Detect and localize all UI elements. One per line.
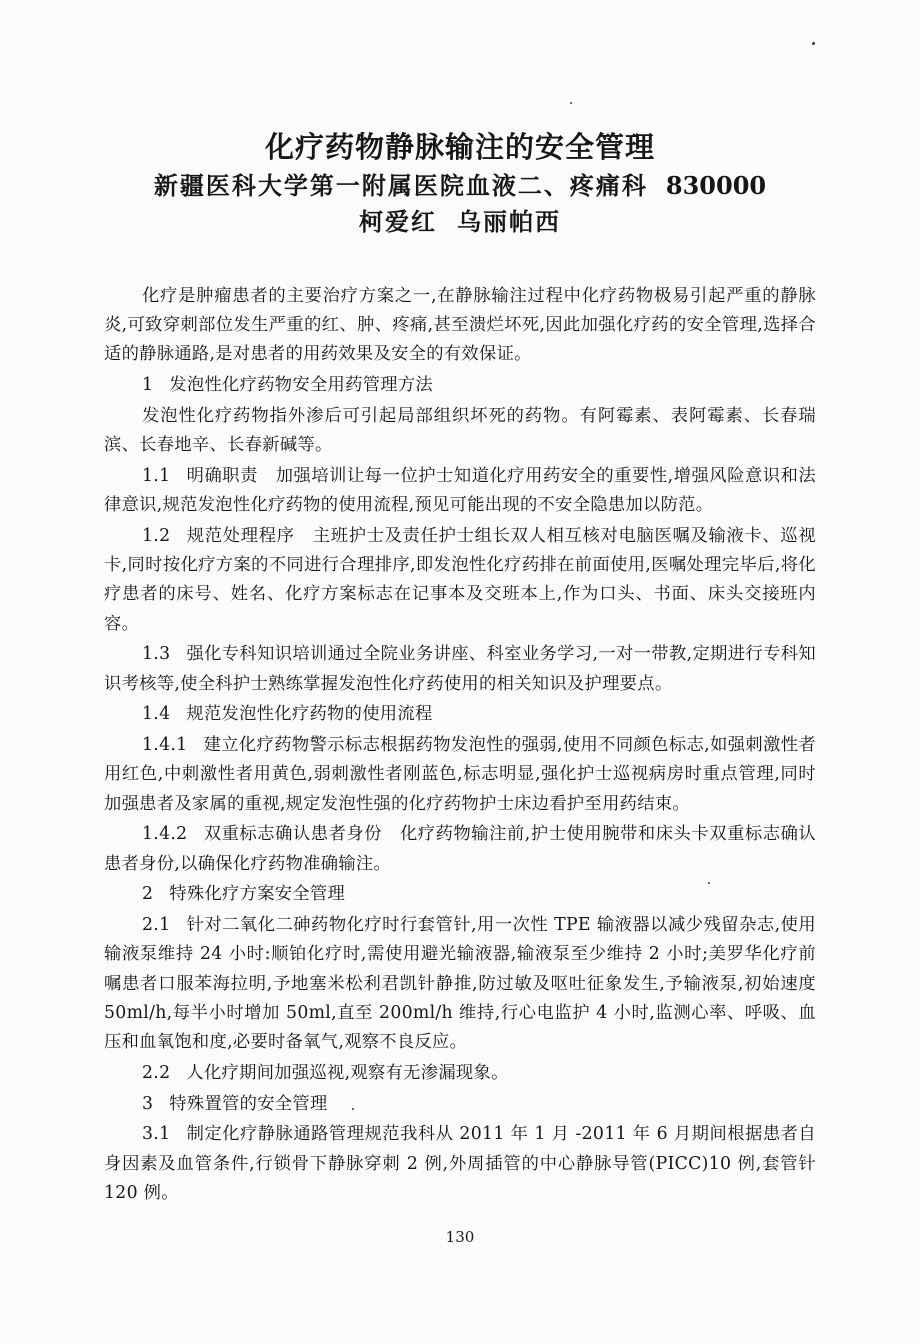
paragraph-text: 双重标志确认患者身份 化疗药物输注前,护士使用腕带和床头卡双重标志确认患者身份,以确保化疗药物准确输注。 xyxy=(104,824,816,874)
section-title: 发泡性化疗药物安全用药管理方法 xyxy=(169,375,434,396)
affiliation-postcode: 830000 xyxy=(665,171,767,200)
paragraph-text: 强化专科知识培训通过全院业务讲座、科室业务学习,一对一带教,定期进行专科知识考核等,使全科护士熟练掌握发泡性化疗药使用的相关知识及护理要点。 xyxy=(104,644,816,694)
paragraph-text: 建立化疗药物警示标志根据药物发泡性的强弱,使用不同颜色标志,如强刺激性者用红色,中刺激性者用黄色,弱刺激性者刚蓝色,标志明显,强化护士巡视病房时重点管理,同时加强患者及家属的重视,规定发泡性强的化疗药物护士床边看护至用药结束。 xyxy=(104,735,816,814)
section-number: 1.4 xyxy=(142,704,171,725)
scan-speck xyxy=(352,1108,354,1110)
article-body xyxy=(104,282,816,1210)
intro-paragraph xyxy=(104,282,816,370)
paragraph-text: 制定化疗静脉通路管理规范我科从 2011 年 1 月 -2011 年 6 月期间根据患者自身因素及血管条件,行锁骨下静脉穿刺 2 例,外周插管的中心静脉导管(PICC)10 例,套管针 120 例。 xyxy=(104,1124,816,1203)
author-list xyxy=(0,206,920,238)
section-title: 特殊化疗方案安全管理 xyxy=(169,884,346,905)
subsection-heading xyxy=(104,700,816,729)
scan-speck xyxy=(708,882,710,884)
section-number: 1 xyxy=(142,375,154,396)
section-number: 2.2 xyxy=(142,1062,171,1083)
section-title: 规范发泡性化疗药物的使用流程 xyxy=(186,704,433,725)
section-title: 特殊置管的安全管理 xyxy=(169,1093,328,1114)
subsection-paragraph xyxy=(104,911,816,1057)
author-name: 柯爱红 xyxy=(359,207,437,236)
section-number: 3 xyxy=(142,1093,154,1114)
section-heading xyxy=(104,880,816,909)
article-header xyxy=(0,128,920,238)
subsection-paragraph xyxy=(104,1059,816,1088)
section-number: 1.4.1 xyxy=(142,735,188,756)
author-name: 乌丽帕西 xyxy=(457,207,561,236)
article-title: 化疗药物静脉输注的安全管理 xyxy=(264,130,655,164)
paragraph-text: 明确职责 加强培训让每一位护士知道化疗用药安全的重要性,增强风险意识和法律意识,规范发泡性化疗药物的使用流程,预见可能出现的不安全隐患加以防范。 xyxy=(104,466,816,516)
subsection-paragraph xyxy=(104,522,816,639)
section-number: 1.1 xyxy=(142,466,171,486)
body-paragraph xyxy=(104,402,816,460)
author-affiliation xyxy=(0,170,920,202)
section-number: 2.1 xyxy=(142,915,171,936)
paragraph-text: 发泡性化疗药物指外渗后可引起局部组织坏死的药物。有阿霉素、表阿霉素、长春瑞滨、长春地辛、长春新碱等。 xyxy=(104,406,816,456)
scan-speck xyxy=(812,42,815,45)
section-heading xyxy=(104,371,816,400)
section-number: 3.1 xyxy=(142,1124,171,1145)
paragraph-text: 规范处理程序 主班护士及责任护士组长双人相互核对电脑医嘱及输液卡、巡视卡,同时按化疗方案的不同进行合理排序,即发泡性化疗药排在前面使用,医嘱处理完毕后,将化疗患者的床号、姓名、化疗方案标志在记事本及交班本上,作为口头、书面、床头交接班内容。 xyxy=(104,526,816,634)
section-number: 2 xyxy=(142,884,154,905)
subsection-paragraph xyxy=(104,640,816,698)
paragraph-text: 针对二氧化二砷药物化疗时行套管针,用一次性 TPE 输液器以减少残留杂志,使用输液泵维持 24 小时:顺铂化疗时,需使用避光输液器,输液泵至少维持 2 小时;美罗华化疗前嘱患者口服苯海拉明,予地塞米松利君凯针静推,防过敏及呕吐征象发生,予输液泵,初始速度 50ml/h,每半小时增加 50ml,直至 200ml/h 维持,行心电监护 4 小时,监测心率、呼吸、血压和血氧饱和度,必要时备氧气,观察不良反应。 xyxy=(104,915,816,1053)
scan-speck xyxy=(570,102,572,104)
subsection-paragraph xyxy=(104,462,816,520)
affiliation-name: 新疆医科大学第一附属医院血液二、疼痛科 xyxy=(153,171,648,200)
subsection-paragraph xyxy=(104,1120,816,1208)
paragraph-text: 化疗是肿瘤患者的主要治疗方案之一,在静脉输注过程中化疗药物极易引起严重的静脉炎,可致穿刺部位发生严重的红、肿、疼痛,甚至溃烂坏死,因此加强化疗药的安全管理,选择合适的静脉通路,是对患者的用药效果及安全的有效保证。 xyxy=(104,286,816,365)
section-heading xyxy=(104,1090,816,1119)
section-number: 1.2 xyxy=(142,526,171,546)
subsection-paragraph xyxy=(104,731,816,819)
section-number: 1.3 xyxy=(142,644,171,665)
paragraph-text: 人化疗期间加强巡视,观察有无渗漏现象。 xyxy=(186,1062,509,1083)
section-number: 1.4.2 xyxy=(142,824,188,845)
subsection-paragraph xyxy=(104,820,816,878)
page-number: 130 xyxy=(445,1228,475,1246)
